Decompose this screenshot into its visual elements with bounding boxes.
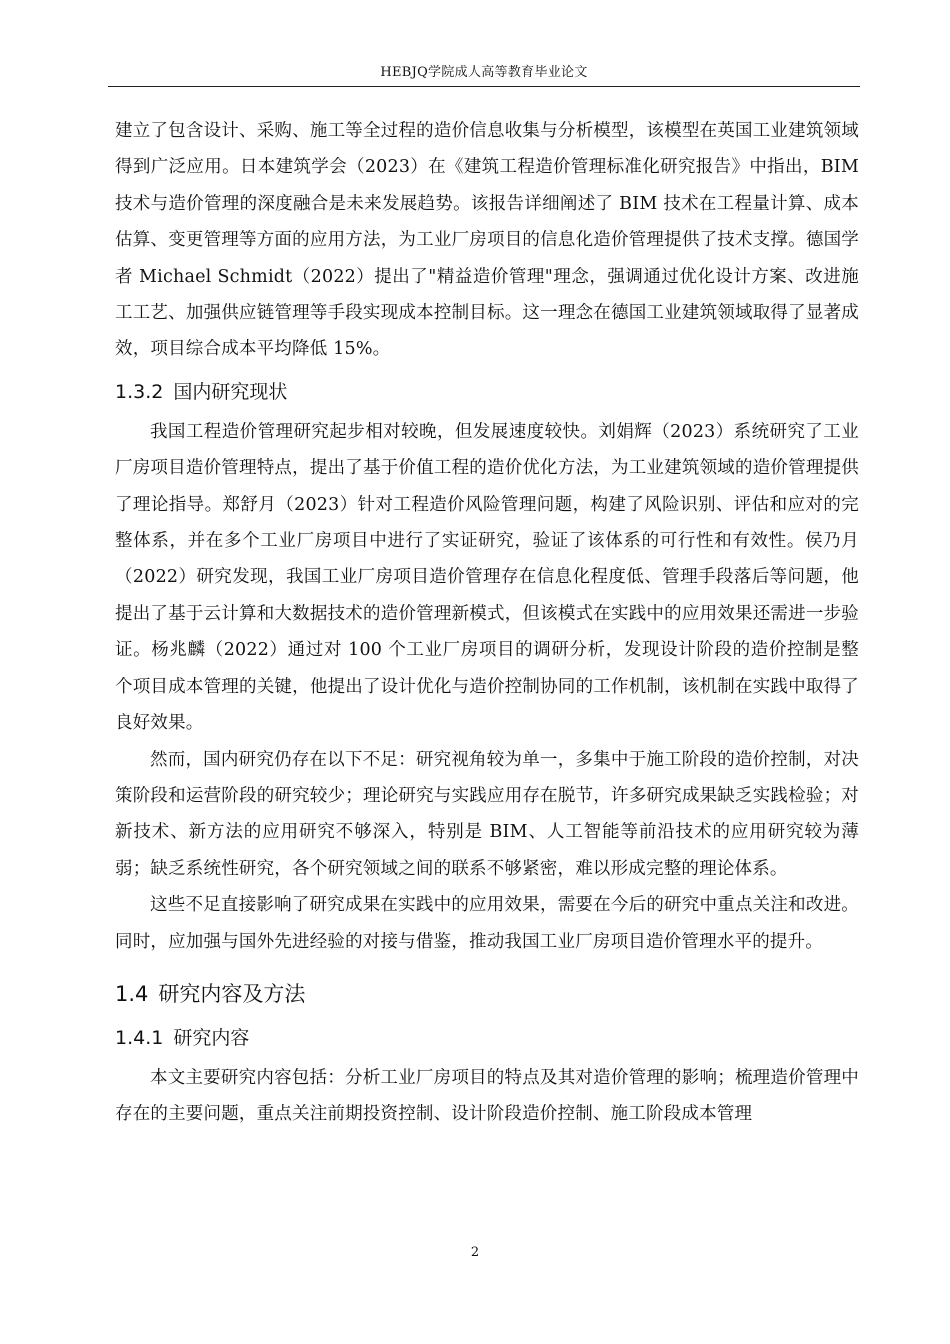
body-text [115, 113, 859, 1133]
header-title: HEBJQ学院成人高等教育毕业论文 [380, 65, 588, 80]
heading-1-4-1 [115, 1020, 859, 1056]
page-number: 2 [470, 1245, 480, 1260]
paragraph-continued: 建立了包含设计、采购、施工等全过程的造价信息收集与分析模型，该模型在英国工业建筑领域得到广泛应用。日本建筑学会（2023）在《建筑工程造价管理标准化研究报告》中指出，BIM 技术与造价管理的深度融合是未来发展趋势。该报告详细阐述了 BIM 技术在工程量计算、成本估算、变更管理等方面的应用方法，为工业厂房项目的信息化造价管理提供了技术支撑。德国学者 Michael Schmidt（2022）提出了"精益造价管理"理念，强调通过优化设计方案、改进施工工艺、加强供应链管理等手段实现成本控制目标。这一理念在德国工业建筑领域取得了显著成效，项目综合成本平均降低 15%。 [115, 121, 859, 360]
heading-1-4 [115, 976, 859, 1012]
paragraph-domestic-research: 我国工程造价管理研究起步相对较晚，但发展速度较快。刘娟辉（2023）系统研究了工业厂房项目造价管理特点，提出了基于价值工程的造价优化方法，为工业建筑领域的造价管理提供了理论指导。郑舒月（2023）针对工程造价风险管理问题，构建了风险识别、评估和应对的完整体系，并在多个工业厂房项目中进行了实证研究，验证了该体系的可行性和有效性。侯乃月（2022）研究发现，我国工业厂房项目造价管理存在信息化程度低、管理手段落后等问题，他提出了基于云计算和大数据技术的造价管理新模式，但该模式在实践中的应用效果还需进一步验证。杨兆麟（2022）通过对 100 个工业厂房项目的调研分析，发现设计阶段的造价控制是整个项目成本管理的关键，他提出了设计优化与造价控制协同的工作机制，该机制在实践中取得了良好效果。 [115, 421, 859, 734]
heading-number: 1.3.2 [115, 380, 164, 403]
running-header [108, 64, 860, 87]
heading-1-3-2 [115, 374, 859, 410]
paragraph-impact: 这些不足直接影响了研究成果在实践中的应用效果，需要在今后的研究中重点关注和改进。同时，应加强与国外先进经验的对接与借鉴，推动我国工业厂房项目造价管理水平的提升。 [115, 895, 859, 952]
heading-title: 研究内容 [173, 1026, 250, 1049]
paragraph-research-content: 本文主要研究内容包括：分析工业厂房项目的特点及其对造价管理的影响；梳理造价管理中存在的主要问题，重点关注前期投资控制、设计阶段造价控制、施工阶段成本管理 [115, 1067, 859, 1125]
heading-title: 研究内容及方法 [158, 981, 306, 1006]
paragraph-shortcomings: 然而，国内研究仍存在以下不足：研究视角较为单一，多集中于施工阶段的造价控制，对决策阶段和运营阶段的研究较少；理论研究与实践应用存在脱节，许多研究成果缺乏实践检验；对新技术、新方法的应用研究不够深入，特别是 BIM、人工智能等前沿技术的应用研究较为薄弱；缺乏系统性研究，各个研究领域之间的联系不够紧密，难以形成完整的理论体系。 [115, 749, 859, 879]
heading-title: 国内研究现状 [173, 380, 288, 403]
heading-number: 1.4.1 [115, 1026, 164, 1049]
heading-number: 1.4 [115, 981, 149, 1006]
